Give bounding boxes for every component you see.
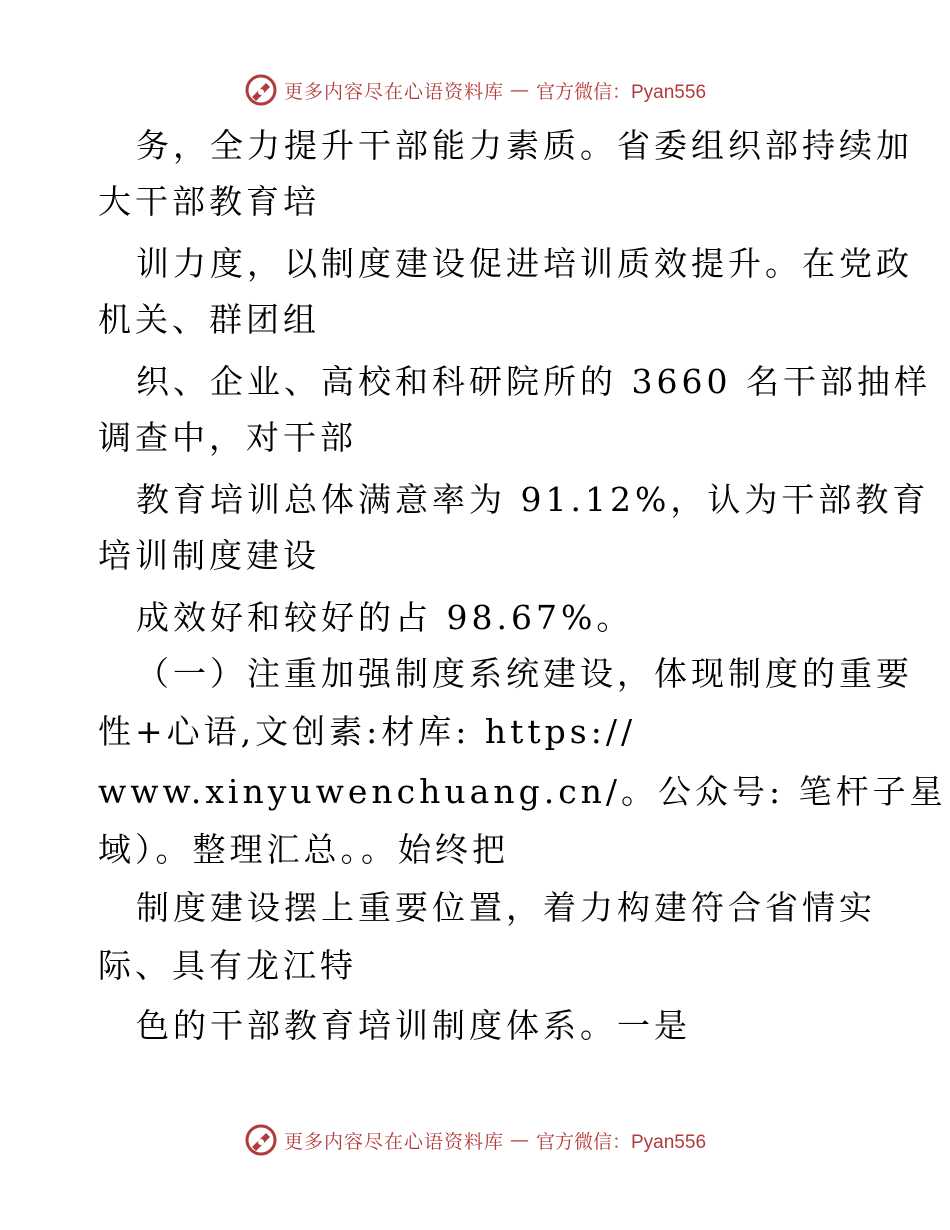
body-line: www.xinyuwenchuang.cn/。公众号: 笔杆子星: [98, 772, 947, 811]
body-line: 大干部教育培: [98, 182, 320, 221]
header-watermark: [0, 70, 950, 110]
footer-contact-text: 官方微信：Pyan556: [536, 1131, 707, 1153]
header-contact-text: 官方微信：Pyan556: [536, 81, 707, 103]
body-line: 训力度，以制度建设促进培训质效提升。在党政: [136, 244, 913, 283]
body-line: 务，全力提升干部能力素质。省委组织部持续加: [136, 126, 913, 165]
body-line: 教育培训总体满意率为 91.12%，认为干部教育: [136, 480, 930, 519]
footer-watermark: [0, 1120, 950, 1160]
pen-circle-icon: [244, 73, 278, 107]
body-line: 织、企业、高校和科研院所的 3660 名干部抽样: [136, 362, 931, 401]
body-line: 制度建设摆上重要位置，着力构建符合省情实: [136, 888, 876, 927]
body-line: 培训制度建设: [98, 536, 320, 575]
body-line: 调查中，对干部: [98, 418, 357, 457]
header-watermark-text: 更多内容尽在心语资料库: [283, 80, 504, 103]
body-line: 性+心语,文创素:材库: https://: [98, 712, 637, 751]
body-line: 域）。整理汇总。。始终把: [98, 830, 509, 869]
footer-watermark-text: 更多内容尽在心语资料库: [283, 1130, 504, 1153]
body-line: 机关、群团组: [98, 300, 320, 339]
body-line: 际、具有龙江特: [98, 946, 357, 985]
body-line: 色的干部教育培训制度体系。一是: [136, 1006, 691, 1045]
footer-watermark-dash: —: [510, 1129, 530, 1151]
pen-circle-icon: [244, 1123, 278, 1157]
body-line: 成效好和较好的占 98.67%。: [136, 598, 634, 637]
body-line: （一）注重加强制度系统建设，体现制度的重要: [136, 654, 913, 693]
header-watermark-dash: —: [510, 79, 530, 101]
